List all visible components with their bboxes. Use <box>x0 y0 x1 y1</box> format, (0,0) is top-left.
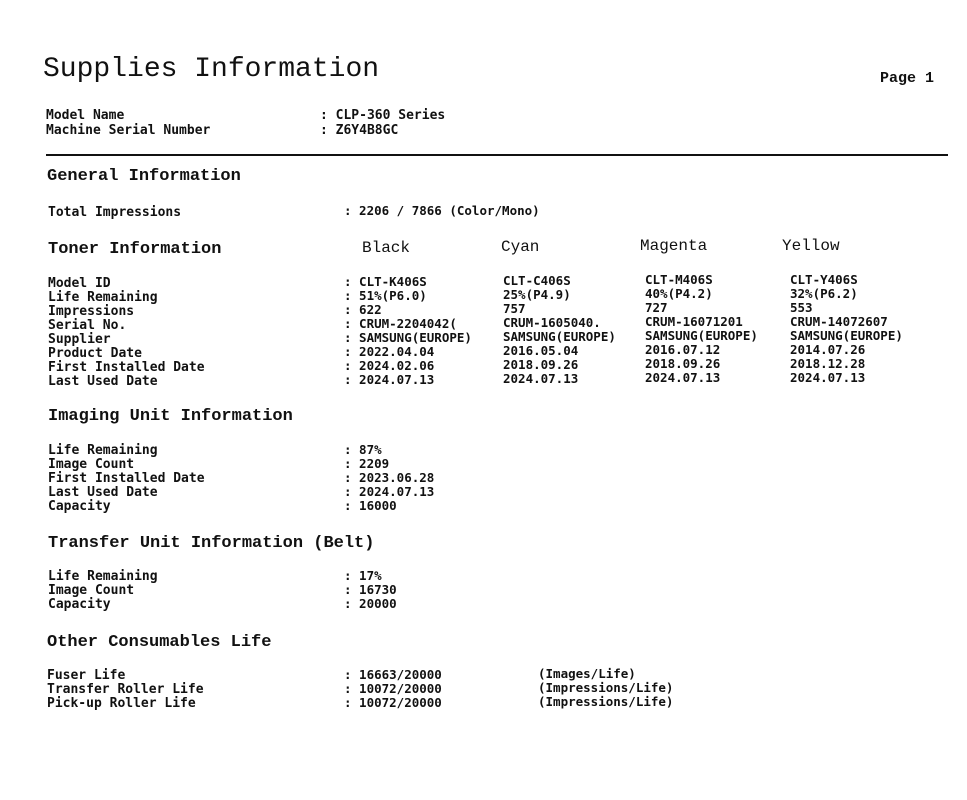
toner-magenta-cell: CRUM-16071201 <box>645 314 743 329</box>
toner-cyan-cell: 25%(P4.9) <box>503 287 571 302</box>
imaging-value: : 16000 <box>344 498 397 513</box>
toner-magenta-values <box>645 273 758 385</box>
toner-magenta-cell: 727 <box>645 300 668 315</box>
toner-black-cell: : 51%(P6.0) <box>344 288 427 303</box>
imaging-values <box>344 443 434 513</box>
col-cyan: Cyan <box>501 238 540 256</box>
total-impressions-label: Total Impressions <box>48 205 182 220</box>
imaging-label: Image Count <box>48 457 135 472</box>
toner-cyan-cell: 2024.07.13 <box>503 371 579 386</box>
toner-black-cell: : 2024.07.13 <box>344 372 435 387</box>
imaging-label: Life Remaining <box>48 443 158 458</box>
other-label: Fuser Life <box>47 668 126 683</box>
other-value: : 10072/20000 <box>344 681 442 696</box>
other-label: Transfer Roller Life <box>47 682 204 697</box>
toner-cyan-cell: SAMSUNG(EUROPE) <box>503 329 616 344</box>
model-name-label: Model Name <box>46 108 125 123</box>
toner-black-cell: : 2024.02.06 <box>344 358 435 373</box>
toner-magenta-cell: 2018.09.26 <box>645 356 721 371</box>
imaging-label: Last Used Date <box>48 485 158 500</box>
other-units <box>538 667 673 709</box>
toner-cyan-cell: CLT-C406S <box>503 273 571 288</box>
transfer-value: : 16730 <box>344 582 397 597</box>
transfer-values <box>344 569 397 611</box>
other-value: : 10072/20000 <box>344 695 442 710</box>
transfer-label: Capacity <box>48 597 111 612</box>
toner-yellow-cell: 2024.07.13 <box>790 370 866 385</box>
col-black: Black <box>362 239 411 257</box>
toner-magenta-cell: 2016.07.12 <box>645 342 721 357</box>
toner-black-values <box>344 275 472 387</box>
toner-labels <box>48 277 205 389</box>
toner-black-cell: : CRUM-2204042( <box>344 316 457 331</box>
imaging-label: First Installed Date <box>48 471 205 486</box>
other-labels <box>47 669 204 711</box>
toner-yellow-cell: 2018.12.28 <box>790 356 866 371</box>
toner-yellow-cell: 32%(P6.2) <box>790 286 858 301</box>
toner-label: Last Used Date <box>48 374 158 389</box>
imaging-value: : 87% <box>344 442 382 457</box>
transfer-label: Life Remaining <box>48 569 158 584</box>
other-unit: (Images/Life) <box>538 666 636 681</box>
toner-cyan-values <box>503 274 616 386</box>
transfer-label: Image Count <box>48 583 135 598</box>
other-heading: Other Consumables Life <box>47 633 272 652</box>
header-divider <box>46 154 948 156</box>
imaging-value: : 2023.06.28 <box>344 470 435 485</box>
imaging-value: : 2024.07.13 <box>344 484 435 499</box>
col-magenta: Magenta <box>640 237 708 255</box>
toner-magenta-cell: SAMSUNG(EUROPE) <box>645 328 758 343</box>
other-unit: (Impressions/Life) <box>538 694 674 709</box>
toner-yellow-cell: CLT-Y406S <box>790 272 858 287</box>
toner-cyan-cell: CRUM-1605040. <box>503 315 601 330</box>
toner-yellow-cell: CRUM-14072607 <box>790 314 888 329</box>
toner-black-cell: : CLT-K406S <box>344 274 427 289</box>
toner-heading: Toner Information <box>48 240 222 259</box>
toner-yellow-cell: SAMSUNG(EUROPE) <box>790 328 903 343</box>
toner-label: Model ID <box>48 276 111 291</box>
toner-yellow-cell: 553 <box>790 300 813 315</box>
toner-black-cell: : 2022.04.04 <box>344 344 435 359</box>
toner-magenta-cell: CLT-M406S <box>645 272 713 287</box>
toner-cyan-cell: 2018.09.26 <box>503 357 579 372</box>
toner-label: Impressions <box>48 304 135 319</box>
toner-magenta-cell: 40%(P4.2) <box>645 286 713 301</box>
toner-yellow-values <box>790 273 903 385</box>
toner-label: Product Date <box>48 346 142 361</box>
other-unit: (Impressions/Life) <box>538 680 674 695</box>
transfer-heading: Transfer Unit Information (Belt) <box>48 534 375 553</box>
col-yellow: Yellow <box>782 237 840 255</box>
transfer-value: : 17% <box>344 568 382 583</box>
toner-label: First Installed Date <box>48 360 205 375</box>
toner-label: Supplier <box>48 332 111 347</box>
toner-label: Life Remaining <box>48 290 158 305</box>
general-heading: General Information <box>47 167 241 186</box>
transfer-value: : 20000 <box>344 596 397 611</box>
toner-cyan-cell: 757 <box>503 301 526 316</box>
toner-black-cell: : 622 <box>344 302 382 317</box>
imaging-labels <box>48 444 205 514</box>
transfer-labels <box>48 570 158 612</box>
imaging-value: : 2209 <box>344 456 390 471</box>
serial-value: : Z6Y4B8GC <box>320 123 399 138</box>
toner-label: Serial No. <box>48 318 127 333</box>
page-number: Page 1 <box>880 70 935 87</box>
toner-cyan-cell: 2016.05.04 <box>503 343 579 358</box>
page-title: Supplies Information <box>43 54 380 85</box>
other-value: : 16663/20000 <box>344 667 442 682</box>
toner-yellow-cell: 2014.07.26 <box>790 342 866 357</box>
imaging-heading: Imaging Unit Information <box>48 407 293 426</box>
serial-label: Machine Serial Number <box>46 123 211 138</box>
toner-black-cell: : SAMSUNG(EUROPE) <box>344 330 472 345</box>
imaging-label: Capacity <box>48 499 111 514</box>
toner-magenta-cell: 2024.07.13 <box>645 370 721 385</box>
model-name-value: : CLP-360 Series <box>320 108 446 123</box>
other-label: Pick-up Roller Life <box>47 696 196 711</box>
total-impressions-value: : 2206 / 7866 (Color/Mono) <box>344 203 540 218</box>
other-values <box>344 668 442 710</box>
